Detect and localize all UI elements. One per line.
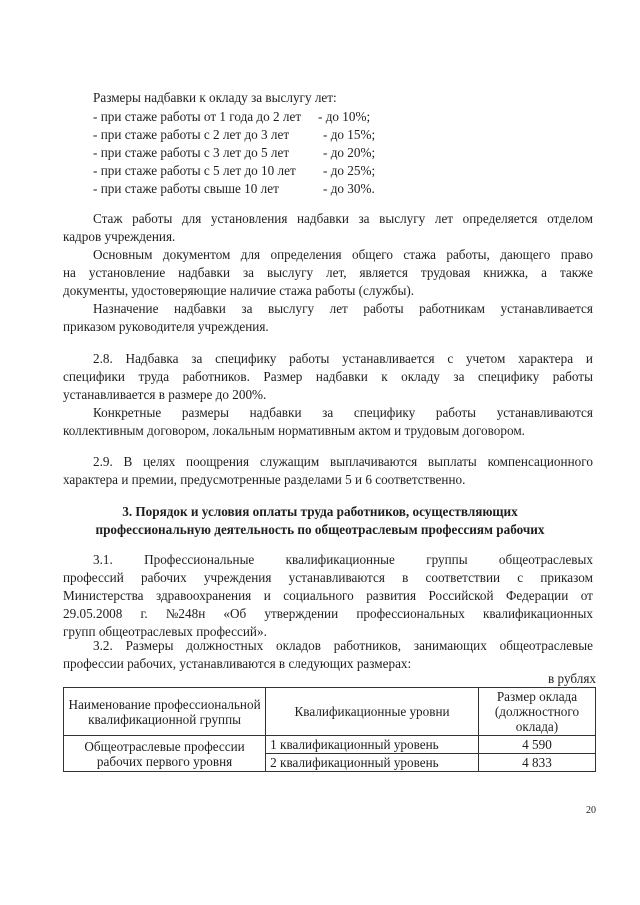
allowance-item: - при стаже работы с 5 лет до 10 лет (93, 163, 296, 178)
word: приказом (540, 570, 593, 585)
justified-line (93, 211, 593, 226)
header-group: Наименование профессиональной квалификационной группы (64, 688, 266, 736)
section-title-line: профессиональную деятельность по общеотраслевым профессиям рабочих (95, 522, 545, 537)
word: 2.9. (93, 454, 113, 469)
word: выслугу (379, 211, 426, 226)
word: выслугу (266, 265, 314, 280)
word: с (517, 570, 524, 585)
table-header-row (64, 688, 596, 736)
justified-line (63, 570, 593, 585)
word: а (541, 265, 548, 280)
justified-line (93, 454, 593, 469)
word: стажа (403, 247, 436, 262)
word: характера (518, 351, 574, 366)
word: развития (366, 588, 417, 603)
word: устанавливается (500, 301, 593, 316)
word: «Об (223, 606, 247, 621)
table-row (64, 736, 596, 754)
justified-line (63, 369, 593, 384)
text-line: устанавливается в размере до 200%. (63, 387, 267, 402)
word: Федерации (506, 588, 569, 603)
group-name-cell: Общеотраслевые профессии рабочих первого уровня (64, 736, 266, 772)
text-line: кадров учреждения. (63, 229, 176, 244)
section-title-line: 3. Порядок и условия оплаты труда работников, осуществляющих (122, 504, 518, 519)
word: к (381, 369, 388, 384)
allowance-value: - до 10%; (318, 109, 371, 124)
word: надбавки (178, 265, 231, 280)
word: устанавливаются (288, 570, 385, 585)
text-line: профессии рабочих, устанавливаются в следующих размерах: (63, 656, 412, 671)
word: общеотраслевые (499, 638, 593, 653)
text-line: характера и премии, предусмотренные разделами 5 и 6 соответственно. (63, 472, 466, 487)
level-cell: 2 квалификационный уровень (266, 754, 479, 772)
level-cell: 1 квалификационный уровень (266, 736, 479, 754)
justified-line (63, 265, 593, 280)
word: установления (210, 211, 288, 226)
word: труда (138, 369, 170, 384)
word: работников, (333, 638, 402, 653)
word: квалификационные (285, 552, 395, 567)
word: надбавки (173, 301, 226, 316)
word: №248н (165, 606, 206, 621)
word: 3.1. (93, 552, 113, 567)
word: специфики (63, 369, 125, 384)
salary-cell: 4 833 (478, 754, 595, 772)
word: общего (351, 247, 393, 262)
word: для (181, 211, 202, 226)
word: соответствии (425, 570, 501, 585)
word: надбавки (297, 211, 349, 226)
word: группы (426, 552, 468, 567)
word: окладу (401, 369, 440, 384)
word: компенсационного (487, 454, 593, 469)
word: квалификационных (482, 606, 593, 621)
word: дающего (500, 247, 551, 262)
word: должностных (186, 638, 264, 653)
word: профессий (63, 570, 124, 585)
word: надбавки (249, 405, 302, 420)
word: за (191, 351, 203, 366)
word: от (580, 588, 593, 603)
justified-line (63, 606, 593, 621)
word: право (560, 247, 593, 262)
word: учетом (465, 351, 506, 366)
word: работы (363, 301, 404, 316)
word: отделом (547, 211, 593, 226)
word: Министерства (63, 588, 144, 603)
word: 3.2. (93, 638, 113, 653)
word: за (322, 405, 334, 420)
word: в (402, 570, 409, 585)
justified-line (63, 588, 593, 603)
word: устанавливается (342, 351, 435, 366)
word: документом (162, 247, 231, 262)
word: профессиональных (356, 606, 465, 621)
word: служащим (259, 454, 320, 469)
word: лет (329, 301, 348, 316)
word: за (241, 301, 253, 316)
word: за (242, 265, 255, 280)
text-line: приказом руководителя учреждения. (63, 319, 269, 334)
word: 29.05.2008 (63, 606, 123, 621)
word: утверждении (264, 606, 339, 621)
word: занимающих (413, 638, 487, 653)
text-line: групп общеотраслевых профессий». (63, 624, 267, 639)
word: Профессиональные (144, 552, 255, 567)
word: специфику (353, 405, 416, 420)
allowance-value: - до 20%; (323, 145, 376, 160)
allowance-item: - при стаже работы от 1 года до 2 лет (93, 109, 302, 124)
word: учреждения (203, 570, 272, 585)
word: Стаж (93, 211, 123, 226)
word: Основным (93, 247, 153, 262)
word: надбавки (315, 369, 368, 384)
word: для (240, 247, 261, 262)
word: размеры (181, 405, 229, 420)
word: поощрения (186, 454, 250, 469)
word: работы (132, 211, 173, 226)
word: устанавливаются (496, 405, 593, 420)
word: работников. (182, 369, 250, 384)
word: специфику (215, 351, 277, 366)
word: целях (143, 454, 176, 469)
word: лет (434, 211, 454, 226)
word: г. (140, 606, 148, 621)
word: также (559, 265, 593, 280)
word: работы (552, 369, 593, 384)
word: определения (270, 247, 342, 262)
word: за (358, 211, 370, 226)
allowance-item: - при стаже работы свыше 10 лет (93, 181, 279, 196)
word: Назначение (93, 301, 159, 316)
justified-line (93, 351, 593, 366)
word: социального (283, 588, 354, 603)
justified-line (93, 405, 593, 420)
allowance-heading: Размеры надбавки к окладу за выслугу лет: (93, 90, 337, 105)
word: Размер (263, 369, 303, 384)
word: Размеры (125, 638, 174, 653)
word: лет, (326, 265, 347, 280)
word: специфику (477, 369, 540, 384)
word: выплаты (427, 454, 477, 469)
justified-line (93, 301, 593, 316)
word: за (453, 369, 465, 384)
word: здравоохранения (155, 588, 252, 603)
word: 2.8. (93, 351, 113, 366)
word: на (63, 265, 76, 280)
word: Надбавка (125, 351, 179, 366)
word: выслугу (267, 301, 315, 316)
justified-line (93, 552, 593, 567)
word: установление (88, 265, 166, 280)
word: трудовая (420, 265, 471, 280)
allowance-item: - при стаже работы с 3 лет до 5 лет (93, 145, 290, 160)
allowance-value: - до 30%. (323, 181, 375, 196)
header-salary: Размер оклада (должностного оклада) (478, 688, 595, 736)
salary-cell: 4 590 (478, 736, 595, 754)
text-line: коллективным договором, локальным нормативным актом и трудовым договором. (63, 423, 525, 438)
salary-table (63, 687, 596, 772)
allowance-item: - при стаже работы с 2 лет до 3 лет (93, 127, 290, 142)
allowance-value: - до 15%; (323, 127, 376, 142)
allowance-value: - до 25%; (323, 163, 376, 178)
word: рабочих (141, 570, 187, 585)
word: и (263, 588, 271, 603)
word: работы (435, 405, 477, 420)
word: выплачиваются (329, 454, 418, 469)
word: общеотраслевых (498, 552, 593, 567)
word: окладов (275, 638, 321, 653)
justified-line (93, 247, 593, 262)
text-line: документы, удостоверяющие наличие стажа работы (службы). (63, 283, 415, 298)
word: Конкретные (93, 405, 162, 420)
word: с (447, 351, 454, 366)
page-number: 20 (586, 805, 596, 816)
header-levels: Квалификационные уровни (266, 688, 479, 736)
word: работникам (419, 301, 485, 316)
word: работы (289, 351, 330, 366)
justified-line (93, 638, 593, 653)
word: книжка, (483, 265, 529, 280)
word: В (123, 454, 133, 469)
word: является (359, 265, 408, 280)
table-unit: в рублях (548, 671, 596, 686)
word: Российской (428, 588, 494, 603)
word: работы, (446, 247, 490, 262)
word: определяется (462, 211, 538, 226)
word: и (585, 351, 593, 366)
